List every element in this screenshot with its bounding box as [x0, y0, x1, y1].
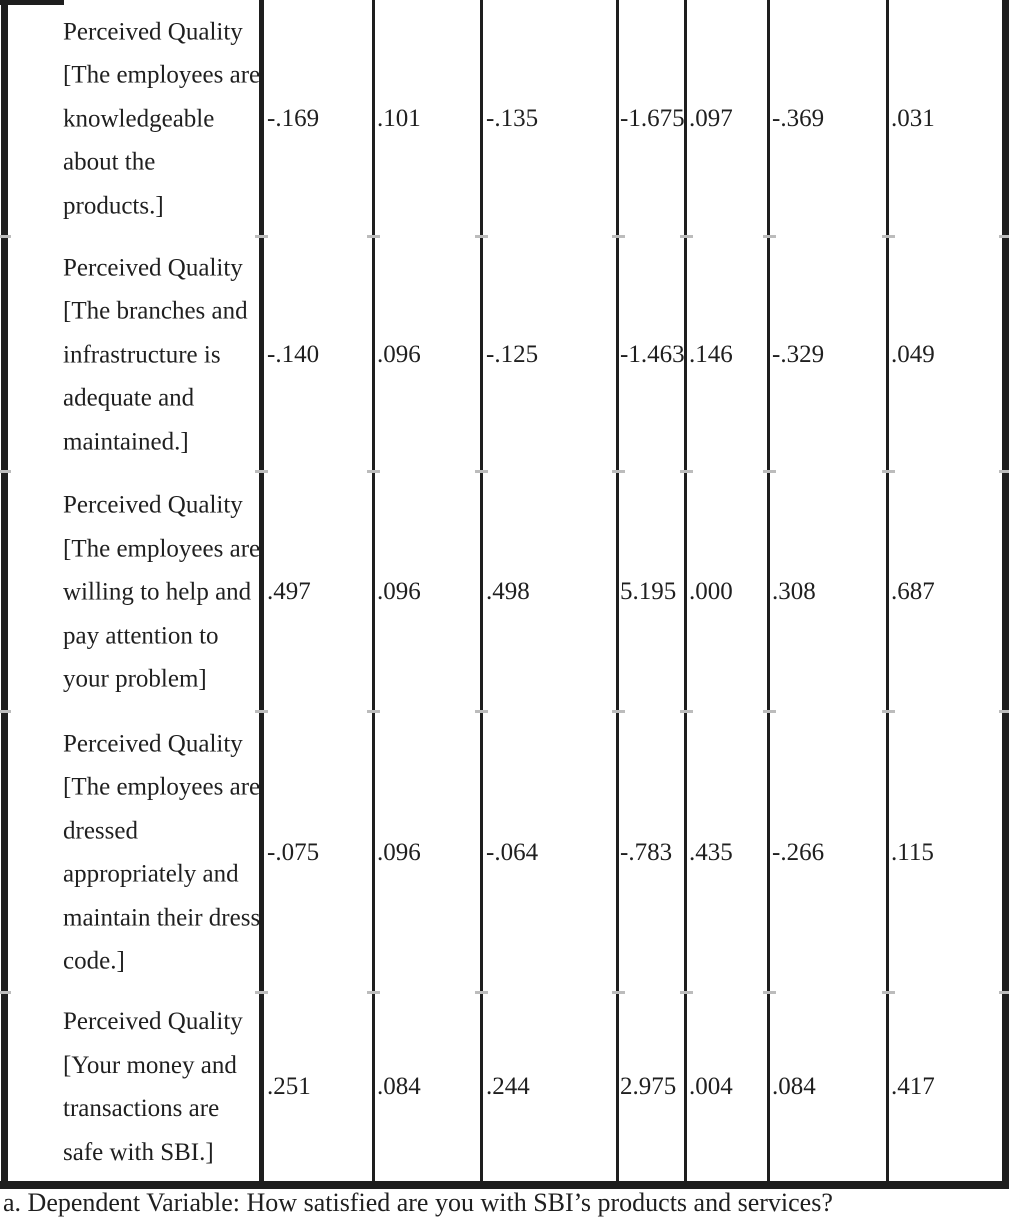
cell-value-sig: .000 [689, 578, 733, 605]
row-label: Perceived Quality [The branches and infrastructure is adequate and maintained.] [63, 253, 248, 455]
cell-value-sig: .097 [689, 104, 733, 132]
cell-value-lower-bound: .308 [772, 578, 816, 605]
cell-value-sig: .146 [689, 340, 733, 368]
table-row [0, 712, 1009, 993]
cell-value-upper-bound: .687 [891, 578, 935, 605]
cell-value-lower-bound: -.266 [772, 838, 825, 866]
cell-value-std-error: .096 [377, 838, 421, 866]
table-row [0, 472, 1009, 712]
cell-value-sig: .004 [689, 1073, 733, 1100]
row-label: Perceived Quality [Your money and transactions are safe with SBI.] [63, 1008, 243, 1166]
cell-value-beta: .498 [486, 578, 530, 605]
cell-value-lower-bound: -.369 [772, 104, 825, 132]
cell-value-t: -.783 [620, 838, 673, 866]
cell-value-upper-bound: .417 [891, 1073, 935, 1100]
cell-value-t: -1.463 [620, 340, 685, 368]
cell-value-b: -.169 [267, 104, 320, 132]
cell-value-beta: -.135 [486, 104, 539, 132]
cell-value-beta: .244 [486, 1073, 530, 1100]
table-row [0, 0, 1009, 237]
table-footnote: a. Dependent Variable: How satisfied are you with SBI’s products and services? [3, 1188, 833, 1217]
table-row [0, 993, 1009, 1181]
cell-value-upper-bound: .049 [891, 340, 935, 368]
cell-value-beta: -.064 [486, 838, 539, 866]
cell-value-lower-bound: .084 [772, 1073, 816, 1100]
cell-value-lower-bound: -.329 [772, 340, 825, 368]
cell-value-t: -1.675 [620, 104, 685, 132]
row-label: Perceived Quality [The employees are willing to help and pay attention to your problem] [63, 491, 261, 693]
cell-value-t: 2.975 [620, 1073, 677, 1100]
cell-value-beta: -.125 [486, 340, 539, 368]
cell-value-b: .251 [267, 1073, 311, 1100]
cell-value-b: -.140 [267, 340, 320, 368]
cell-value-std-error: .084 [377, 1073, 421, 1100]
row-label: Perceived Quality [The employees are dressed appropriately and maintain their dress code.] [63, 730, 261, 975]
cell-value-upper-bound: .115 [891, 838, 934, 866]
cell-value-std-error: .101 [377, 104, 421, 132]
cell-value-b: .497 [267, 578, 311, 605]
cell-value-b: -.075 [267, 838, 320, 866]
cell-value-t: 5.195 [620, 578, 677, 605]
cell-value-sig: .435 [689, 838, 733, 866]
cell-value-std-error: .096 [377, 578, 421, 605]
row-label: Perceived Quality [The employees are knowledgeable about the products.] [63, 17, 261, 219]
cell-value-upper-bound: .031 [891, 104, 935, 132]
table-row [0, 237, 1009, 472]
cell-value-std-error: .096 [377, 340, 421, 368]
